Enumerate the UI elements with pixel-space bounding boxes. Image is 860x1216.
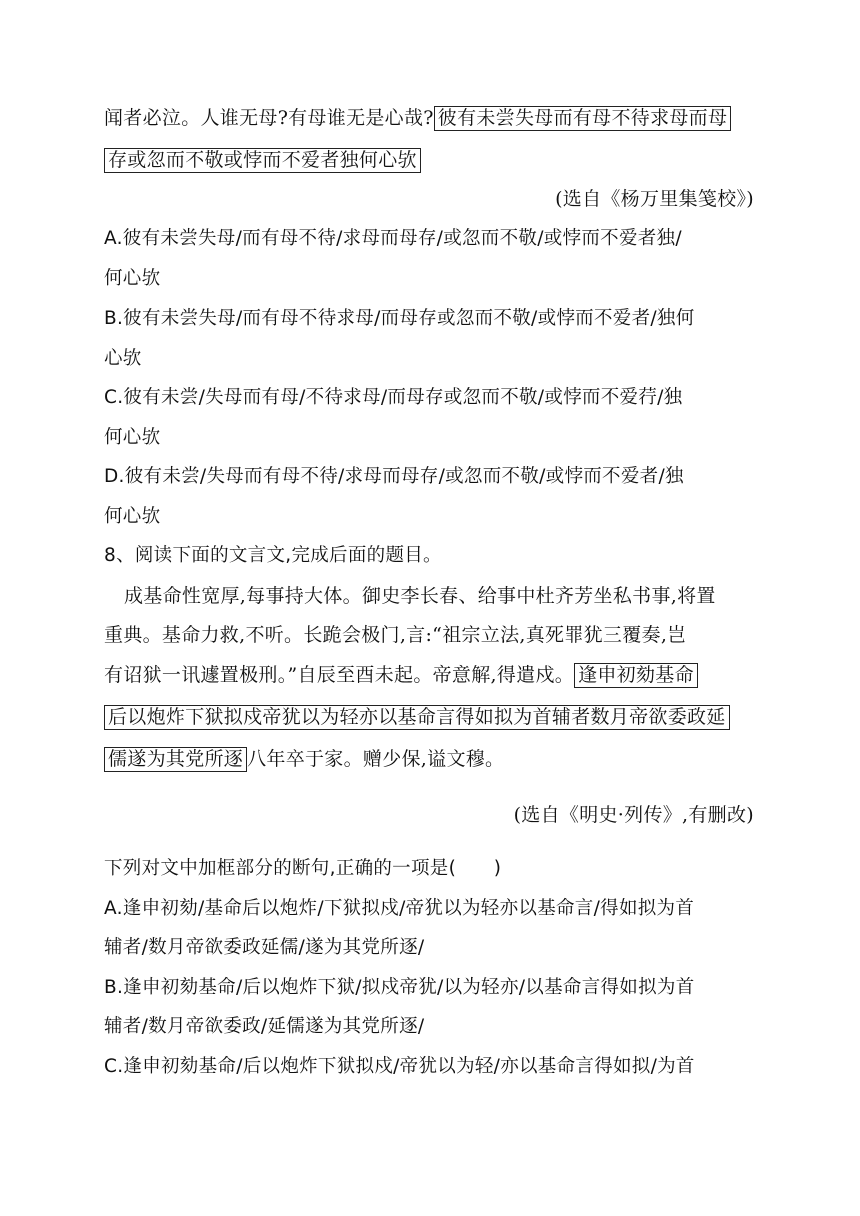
option-a-line-2: 何心欤	[104, 268, 161, 289]
q8-passage-line-3	[104, 663, 698, 687]
option-c-line-1: C.彼有未尝/失母而有母/不待求母/而母存或忽而不敬/或悖而不爱荇/独	[104, 387, 683, 408]
q8-option-b-line-2: 辅者/数月帝欲委政/延儒遂为其党所逐/	[104, 1016, 425, 1037]
boxed-passage-segment: 彼有未尝失母而有母不待求母而母	[434, 106, 732, 131]
boxed-passage-segment: 后以炮炸下狱拟戍帝犹以为轻亦以基命言得如拟为首辅者数月帝欲委政延	[104, 705, 730, 730]
passage-text: 有诏狱一讯遽置极刑。”自辰至酉未起。帝意解,得遣戍。	[104, 664, 575, 686]
passage-line-2	[104, 148, 421, 172]
q8-passage-line-5	[104, 747, 504, 771]
question-8-heading: 8、阅读下面的文言文,完成后面的题目。	[104, 545, 442, 566]
q8-option-c-line-1: C.逢申初劾基命/后以炮炸下狱拟戍/帝犹以为轻/亦以基命言得如拟/为首	[104, 1056, 695, 1077]
option-a-line-1: A.彼有未尝失母/而有母不待/求母而母存/或忽而不敬/或悖而不爱者独/	[104, 228, 682, 249]
q8-passage-line-1: 成基命性宽厚,每事持大体。御史李长春、给事中杜齐芳坐私书事,将置	[124, 585, 716, 607]
q8-option-b-line-1: B.逢申初劾基命/后以炮炸下狱/拟戍帝犹/以为轻亦/以基命言得如拟为首	[104, 977, 695, 998]
passage-line-1	[104, 106, 731, 130]
passage-text: 闻者必泣。人谁无母?有母谁无是心哉?	[104, 107, 434, 129]
passage-source: (选自《杨万里集笺校》)	[555, 188, 754, 210]
q8-passage-line-4	[104, 705, 730, 729]
option-c-line-2: 何心欤	[104, 427, 161, 448]
q8-option-a-line-1: A.逢申初劾/基命后以炮炸/下狱拟戍/帝犹以为轻亦以基命言/得如拟为首	[104, 898, 695, 919]
q8-question: 下列对文中加框部分的断句,正确的一项是( )	[104, 858, 502, 879]
q8-passage-line-2: 重典。基命力救,不听。长跪会极门,言:“祖宗立法,真死罪犹三覆奏,岂	[104, 624, 687, 646]
boxed-passage-segment: 存或忽而不敬或悖而不爱者独何心欤	[104, 148, 421, 173]
option-b-line-1: B.彼有未尝失母/而有母不待求母/而母存或忽而不敬/或悖而不爱者/独何	[104, 308, 695, 329]
q8-source: (选自《明史·列传》,有删改)	[513, 804, 754, 826]
q8-option-a-line-2: 辅者/数月帝欲委政延儒/遂为其党所逐/	[104, 937, 425, 958]
option-b-line-2: 心欤	[104, 348, 142, 369]
boxed-passage-segment: 逢申初劾基命	[574, 663, 698, 688]
option-d-line-1: D.彼有未尝/失母而有母不待/求母而母存/或忽而不敬/或悖而不爱者/独	[104, 466, 684, 487]
passage-text: 八年卒于家。赠少保,谥文穆。	[247, 748, 505, 770]
boxed-passage-segment: 儒遂为其党所逐	[104, 747, 247, 772]
option-d-line-2: 何心欤	[104, 506, 161, 527]
